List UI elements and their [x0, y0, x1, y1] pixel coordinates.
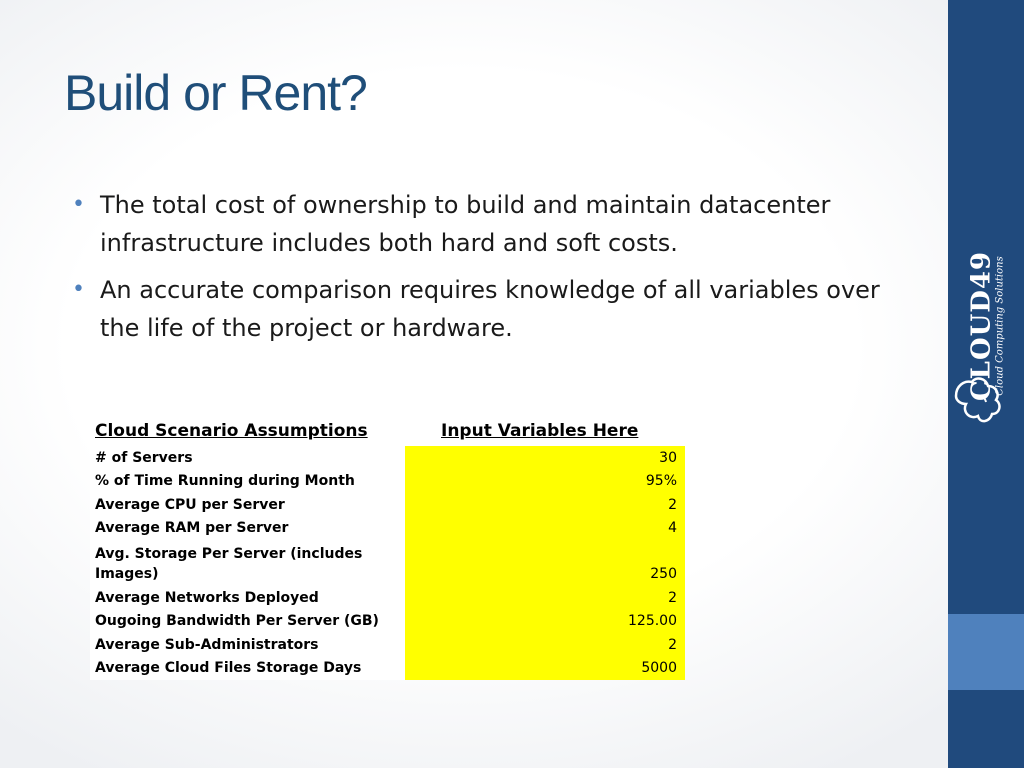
table-row	[90, 470, 685, 494]
row-label-storage: Avg. Storage Per Server (includes Images)	[90, 540, 405, 586]
table-row	[90, 633, 685, 657]
bullet-dot-icon: •	[72, 277, 85, 302]
row-label-bandwidth: Ougoing Bandwidth Per Server (GB)	[90, 610, 405, 634]
row-label-cpu: Average CPU per Server	[90, 493, 405, 517]
cloud-icon	[954, 372, 1004, 430]
table-row	[90, 517, 685, 541]
assumptions-sheet	[90, 446, 685, 680]
table-row	[90, 610, 685, 634]
input-cell-cpu[interactable]: 2	[405, 493, 685, 517]
input-cell-ram[interactable]: 4	[405, 517, 685, 541]
assumptions-table	[90, 421, 685, 680]
row-label-ram: Average RAM per Server	[90, 517, 405, 541]
input-cell-bandwidth[interactable]: 125.00	[405, 610, 685, 634]
bullet-item	[72, 271, 892, 347]
slide-title: Build or Rent?	[64, 65, 367, 121]
input-cell-networks[interactable]: 2	[405, 586, 685, 610]
row-label-servers: # of Servers	[90, 446, 405, 470]
table-row	[90, 446, 685, 470]
input-cell-storage[interactable]: 250	[405, 540, 685, 586]
bullet-list	[72, 186, 892, 356]
sidebar-accent-block	[948, 614, 1024, 690]
input-cell-time-running[interactable]: 95%	[405, 470, 685, 494]
bullet-dot-icon: •	[72, 192, 85, 217]
table-header-row	[90, 421, 672, 446]
logo-tagline: Cloud Computing Solutions	[994, 256, 1006, 396]
row-label-storage-days: Average Cloud Files Storage Days	[90, 657, 405, 681]
table-row	[90, 493, 685, 517]
bullet-text: An accurate comparison requires knowledge of all variables over the life of the project or hardware.	[100, 276, 880, 342]
input-cell-storage-days[interactable]: 5000	[405, 657, 685, 681]
table-row	[90, 540, 685, 586]
input-cell-sub-admins[interactable]: 2	[405, 633, 685, 657]
table-row	[90, 657, 685, 681]
sidebar	[948, 0, 1024, 768]
logo-name: CLOUD49	[966, 250, 997, 402]
row-label-sub-admins: Average Sub-Administrators	[90, 633, 405, 657]
row-label-networks: Average Networks Deployed	[90, 586, 405, 610]
column-header-assumptions: Cloud Scenario Assumptions	[95, 421, 368, 441]
row-label-time-running: % of Time Running during Month	[90, 470, 405, 494]
bullet-text: The total cost of ownership to build and maintain datacenter infrastructure includes both hard and soft costs.	[100, 191, 831, 257]
table-row	[90, 586, 685, 610]
column-header-input: Input Variables Here	[441, 421, 639, 441]
bullet-item	[72, 186, 892, 262]
input-cell-servers[interactable]: 30	[405, 446, 685, 470]
